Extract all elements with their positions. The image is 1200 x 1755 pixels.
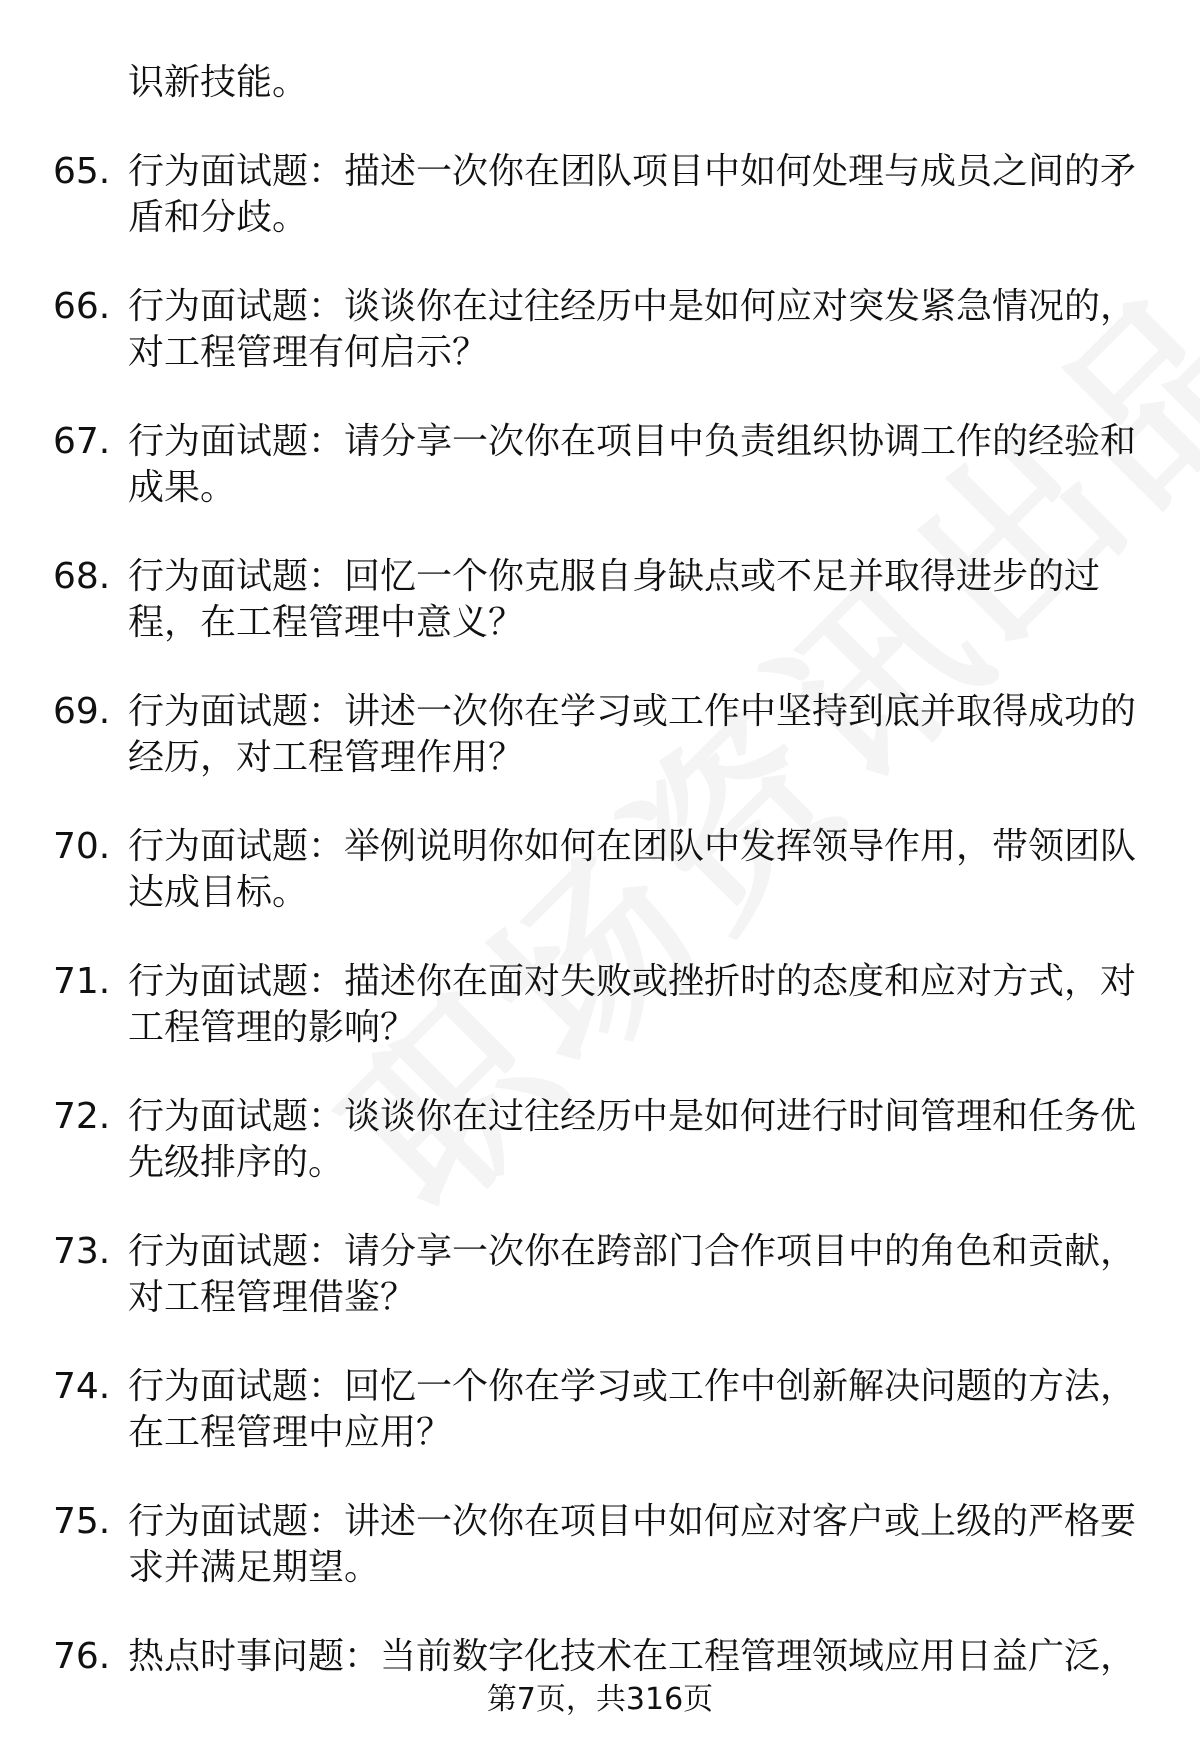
item-number: 67. — [53, 421, 111, 462]
item-number: 73. — [53, 1231, 111, 1272]
list-item — [53, 824, 1148, 916]
list-item — [53, 554, 1148, 646]
item-text: 行为面试题：讲述一次你在学习或工作中坚持到底并取得成功的经历，对工程管理作用？ — [128, 691, 1137, 778]
item-text: 行为面试题：请分享一次你在项目中负责组织协调工作的经验和成果。 — [128, 421, 1137, 508]
item-number: 65. — [53, 151, 111, 192]
list-item — [53, 1094, 1148, 1186]
list-item — [53, 419, 1148, 511]
list-item — [53, 284, 1148, 376]
item-number: 69. — [53, 691, 111, 732]
question-list — [53, 60, 1148, 1723]
item-number: 70. — [53, 826, 111, 867]
item-text: 行为面试题：谈谈你在过往经历中是如何应对突发紧急情况的，对工程管理有何启示？ — [128, 286, 1137, 373]
item-number: 76. — [53, 1636, 111, 1677]
item-text: 行为面试题：回忆一个你克服自身缺点或不足并取得进步的过程，在工程管理中意义？ — [128, 556, 1101, 643]
item-text: 行为面试题：描述你在面对失败或挫折时的态度和应对方式，对工程管理的影响？ — [128, 961, 1137, 1048]
page-footer: 第7页，共316页 — [486, 1682, 714, 1717]
list-item — [53, 149, 1148, 241]
list-item — [53, 689, 1148, 781]
list-item — [53, 1499, 1148, 1591]
item-number: 71. — [53, 961, 111, 1002]
item-number: 66. — [53, 286, 111, 327]
list-item — [53, 1364, 1148, 1456]
continuation-text: 识新技能。 — [128, 62, 309, 103]
item-text: 行为面试题：举例说明你如何在团队中发挥领导作用，带领团队达成目标。 — [128, 826, 1137, 913]
item-number: 74. — [53, 1366, 111, 1407]
list-item — [53, 1634, 1148, 1680]
item-text: 行为面试题：回忆一个你在学习或工作中创新解决问题的方法，在工程管理中应用？ — [128, 1366, 1137, 1453]
item-text: 行为面试题：描述一次你在团队项目中如何处理与成员之间的矛盾和分歧。 — [128, 151, 1137, 238]
item-number: 75. — [53, 1501, 111, 1542]
item-number: 72. — [53, 1096, 111, 1137]
item-text: 热点时事问题：当前数字化技术在工程管理领域应用日益广泛， — [128, 1636, 1137, 1677]
list-item — [53, 1229, 1148, 1321]
item-text: 行为面试题：请分享一次你在跨部门合作项目中的角色和贡献，对工程管理借鉴？ — [128, 1231, 1137, 1318]
item-number: 68. — [53, 556, 111, 597]
item-text: 行为面试题：讲述一次你在项目中如何应对客户或上级的严格要求并满足期望。 — [128, 1501, 1137, 1588]
item-text: 行为面试题：谈谈你在过往经历中是如何进行时间管理和任务优先级排序的。 — [128, 1096, 1137, 1183]
list-item — [53, 959, 1148, 1051]
